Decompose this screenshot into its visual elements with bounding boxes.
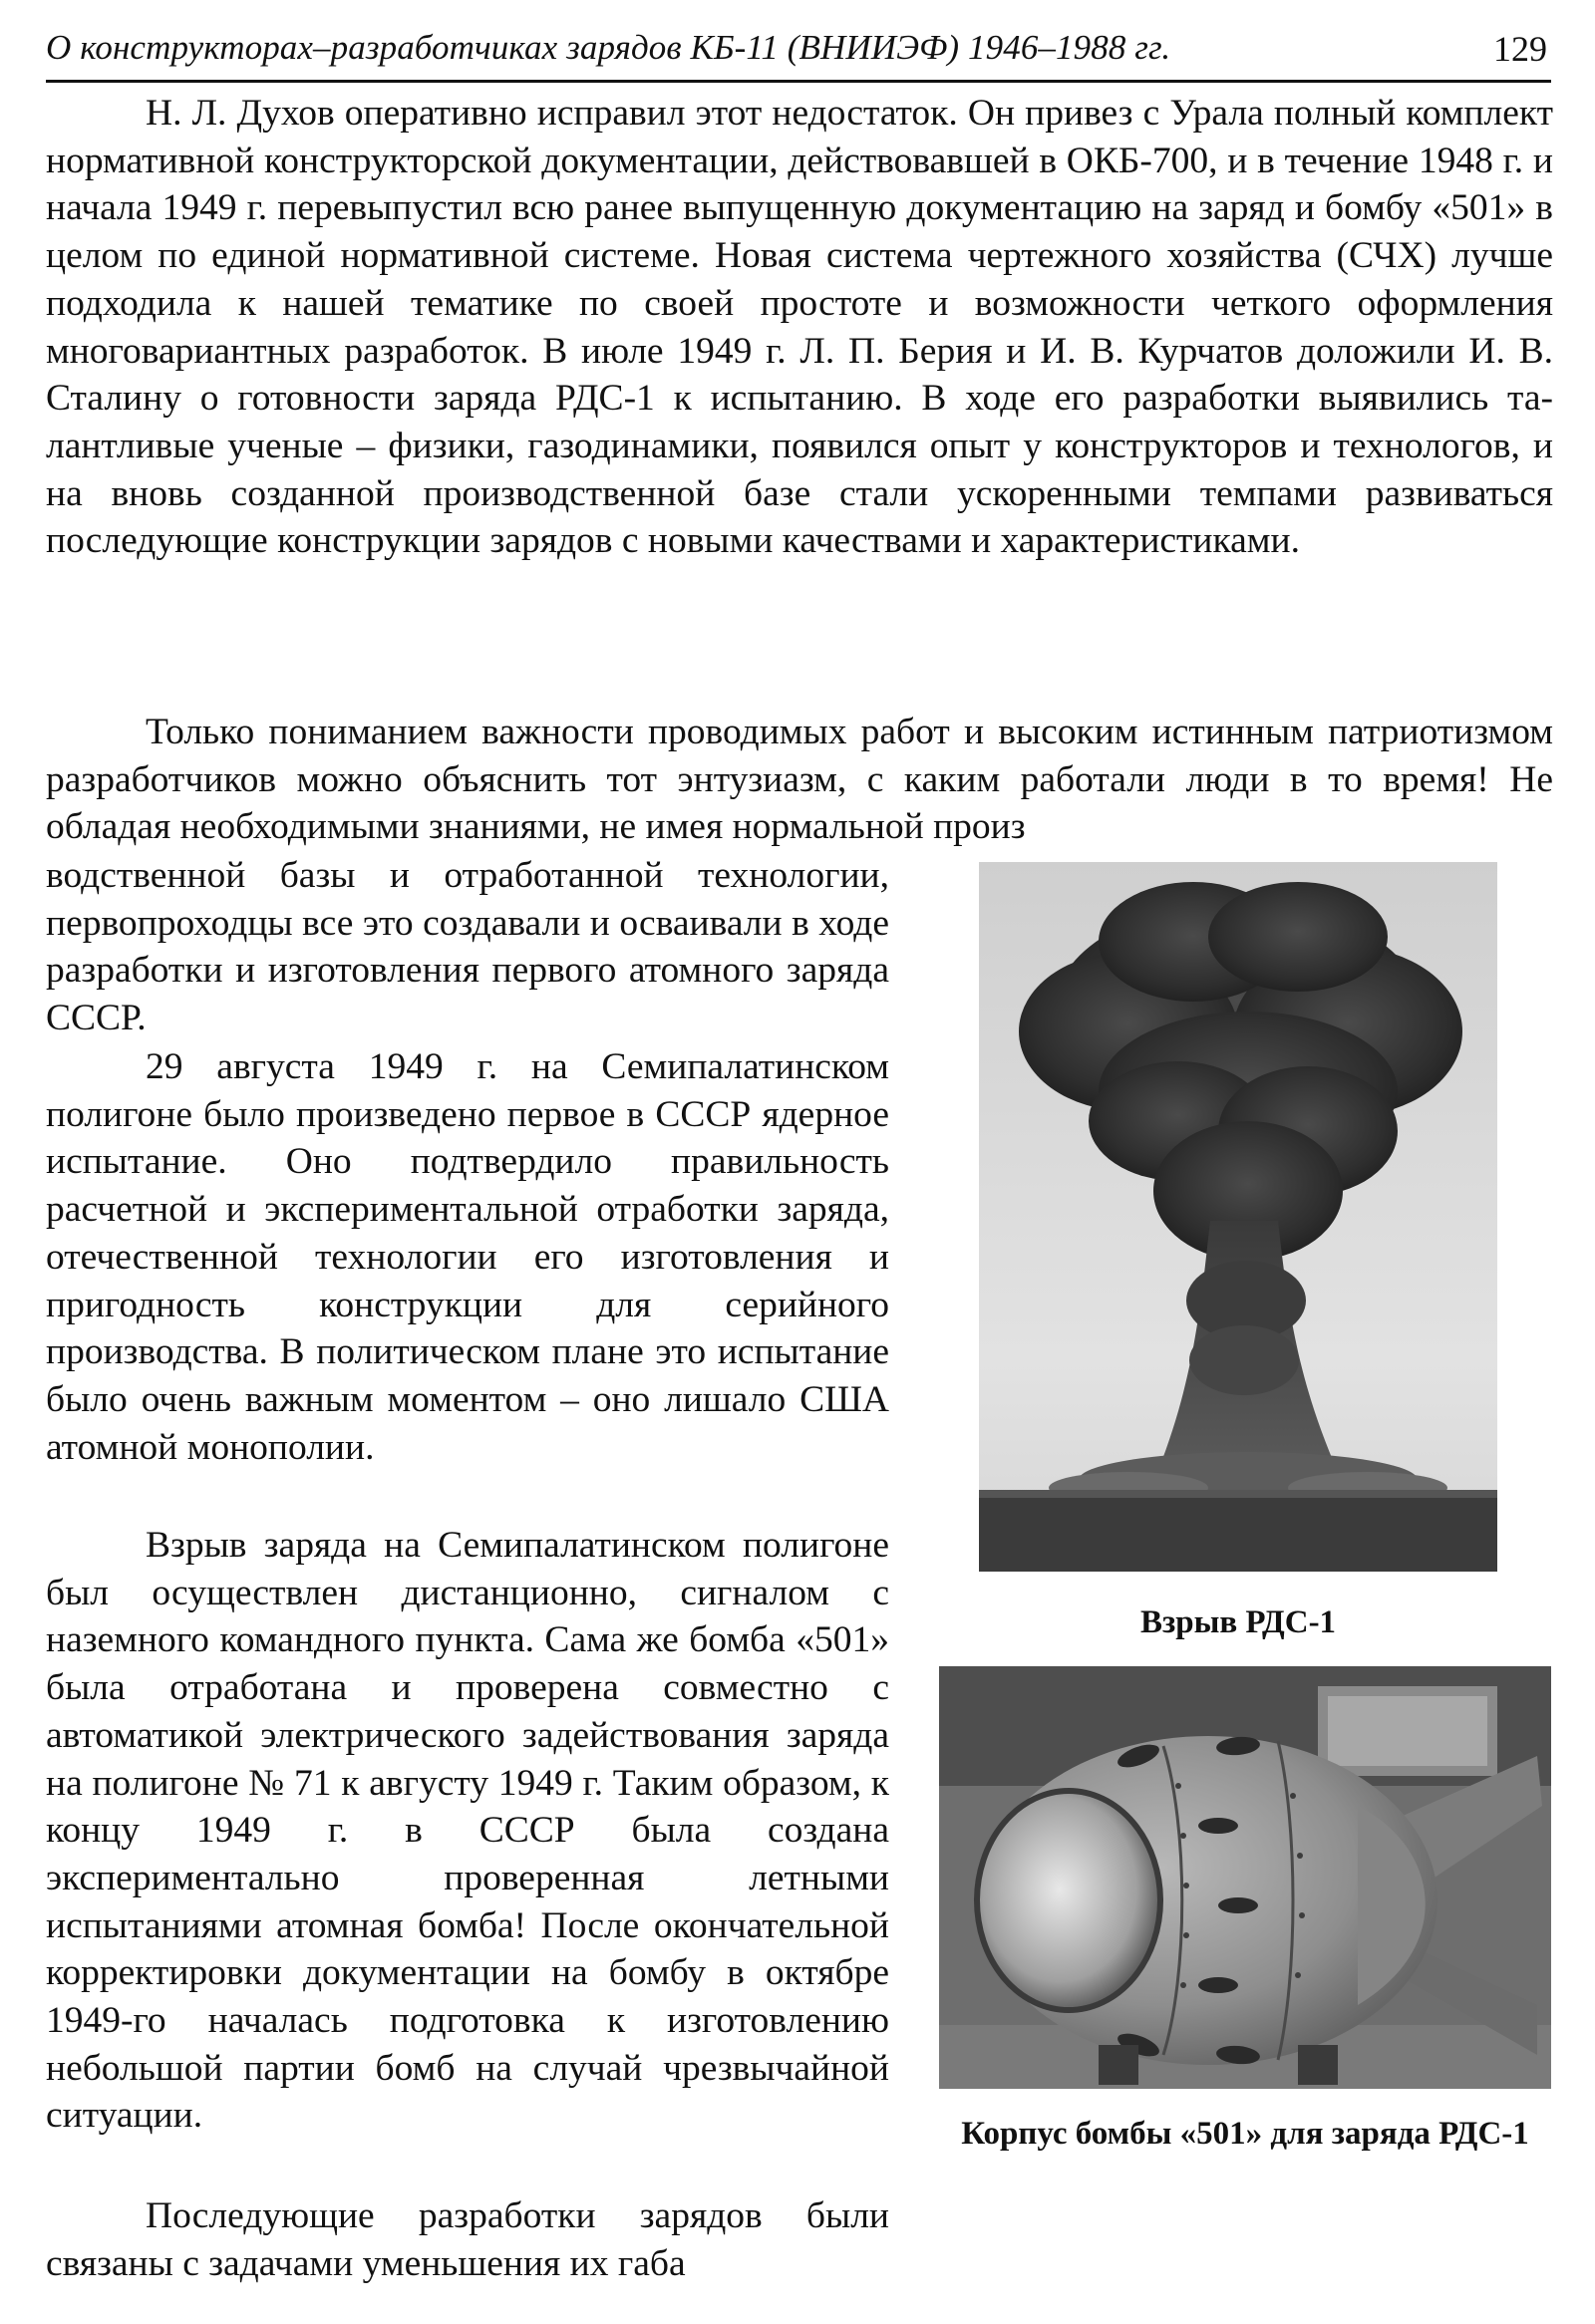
paragraph-2: Только пониманием важности проводимых работ и высоким истинным патриотизмом разработчиков можно объяснить тот энтузиазм, с каким работали люди в то время! Не обладая необходимыми знаниями, не имея нормальной произ [46, 712, 1553, 848]
explosion-photo [979, 862, 1497, 1572]
paragraph-5: Последующие разработки зарядов были связаны с задачами уменьшения их габа [46, 2195, 889, 2284]
explosion-caption: Взрыв РДС-1 [1139, 1604, 1337, 1640]
running-header [46, 22, 1553, 78]
paragraph-2-continued: водственной базы и отработанной технологии, первопроходцы все это создавали и осваивали в ходе разработки и изготовления первого атомного заряда СССР. [46, 855, 889, 1039]
paragraph-4: Взрыв заряда на Семипалатинском полигоне был осуществлен дистанционно, сигналом с наземного командного пункта. Сама же бомба «501» была отработана и проверена совместно с автоматикой электрического задействования заряда на полигоне № 71 к августу 1949 г. Таким образом, к концу 1949 г. в СССР была создана экспериментально проверенная летными испытаниями атомная бомба! После окончательной корректировки документации на бомбу в октябре 1949-го началась подготовка к изготовлению небольшой партии бомб на случай чрезвычайной ситуации. [46, 1525, 889, 2137]
paragraph-1: Н. Л. Духов оперативно исправил этот недостаток. Он привез с Урала полный комплект нормативной конструкторской документации, действовавшей в ОКБ-700, и в течение 1948 г. и начала 1949 г. перевыпустил всю ранее выпущенную документацию на заряд и бомбу «501» в целом по единой нормативной системе. Новая система чертежного хозяйства (СЧХ) лучше подходила к нашей тематике по своей простоте и возможности четкого оформления многовариантных разработок. В июле 1949 г. Л. П. Берия и И. В. Курчатов доложили И. В. Сталину о готовности заряда РДС-1 к испытанию. В ходе его разработки выявились талантливые ученые – физики, газодинамики, появился опыт у конструкторов и технологов, и на вновь созданной производственной базе стали ускоренными темпами развиваться последующие конструкции зарядов с новыми качествами и характеристиками. [46, 93, 1553, 562]
header-rule [46, 80, 1551, 83]
running-header-title: О конструкторах–разработчиках зарядов КБ-11 (ВНИИЭФ) 1946–1988 гг. [46, 28, 1171, 67]
bomb-casing-caption: Корпус бомбы «501» для заряда РДС-1 [961, 2116, 1529, 2152]
paragraph-3: 29 августа 1949 г. на Семипалатинском полигоне было произведено первое в СССР ядерное испытание. Оно подтвердило правильность расчетной и экспериментальной отработки заряда, отечественной технологии его изготовления и пригодность конструкции для серийного производства. В политическом плане это испытание было очень важным моментом – оно лишало США атомной монополии. [46, 1046, 889, 1468]
page-number: 129 [1493, 29, 1547, 69]
bomb-casing-photo [939, 1666, 1551, 2089]
